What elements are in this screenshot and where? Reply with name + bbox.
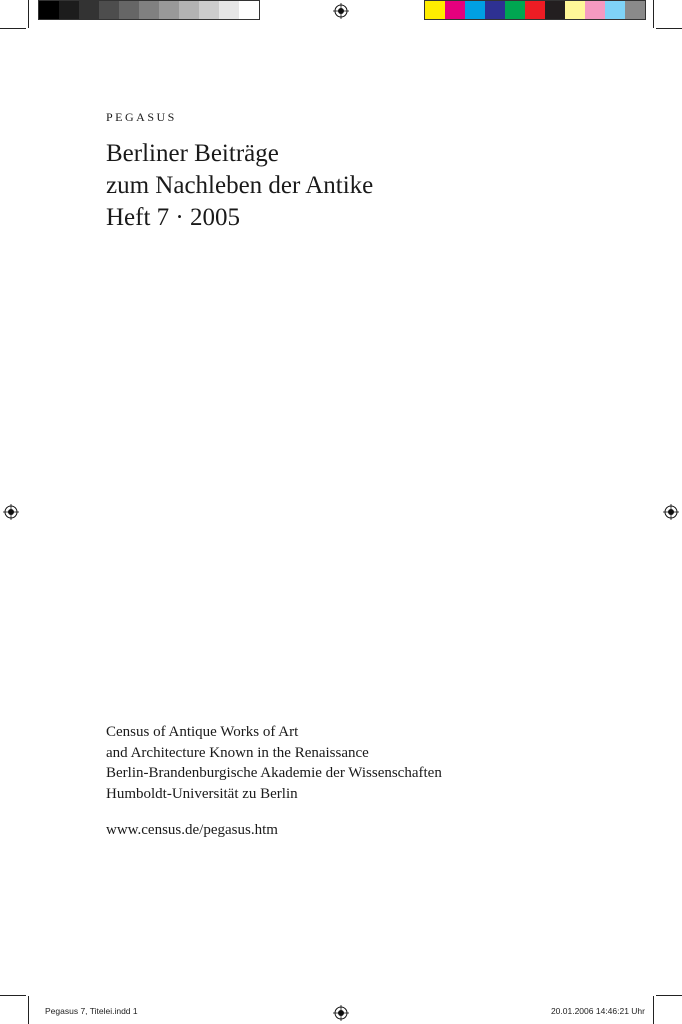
gray-swatch (59, 1, 79, 19)
title-line: zum Nachleben der Antike (106, 172, 374, 199)
gray-swatch (119, 1, 139, 19)
registration-mark-left-icon (3, 504, 19, 520)
info-line: Berlin-Brandenburgische Akademie der Wissenschaften (106, 765, 442, 781)
crop-mark-top-right-v (653, 0, 654, 28)
info-line: Census of Antique Works of Art (106, 724, 299, 740)
info-line: Humboldt-Universität zu Berlin (106, 785, 298, 802)
crop-mark-top-left-h (0, 28, 26, 29)
info-line: and Architecture Known in the Renaissance (106, 744, 369, 761)
gray-swatch (139, 1, 159, 19)
color-swatch (625, 1, 645, 19)
crop-mark-bottom-right-v (653, 996, 654, 1024)
gray-swatch (99, 1, 119, 19)
color-swatch (525, 1, 545, 19)
title-line: Berliner Beiträge (106, 140, 279, 167)
slug-timestamp: 20.01.2006 14:46:21 Uhr (550, 1006, 645, 1016)
color-swatch (485, 1, 505, 19)
title-line: Heft 7 · 2005 (106, 204, 240, 231)
color-swatch (565, 1, 585, 19)
gray-swatch (219, 1, 239, 19)
color-swatch (445, 1, 465, 19)
registration-mark-top-icon (333, 3, 349, 19)
color-swatch (605, 1, 625, 19)
registration-mark-bottom-icon (333, 1005, 349, 1021)
gray-swatch (199, 1, 219, 19)
color-swatch (465, 1, 485, 19)
slug-file-name: Pegasus 7, Titelei.indd 1 (45, 1006, 138, 1016)
page-title (106, 138, 373, 234)
gray-swatch (179, 1, 199, 19)
gray-swatch (79, 1, 99, 19)
process-color-bar (424, 0, 646, 20)
gray-swatch (39, 1, 59, 19)
gray-swatch (239, 1, 259, 19)
grayscale-color-bar (38, 0, 260, 20)
crop-mark-bottom-left-h (0, 995, 26, 996)
series-name: pegasus (106, 106, 177, 125)
registration-mark-right-icon (663, 504, 679, 520)
crop-mark-bottom-left-v (28, 996, 29, 1024)
color-swatch (545, 1, 565, 19)
crop-mark-top-left-v (28, 0, 29, 28)
color-swatch (585, 1, 605, 19)
crop-mark-bottom-right-h (656, 995, 682, 996)
color-swatch (505, 1, 525, 19)
color-swatch (425, 1, 445, 19)
crop-mark-top-right-h (656, 28, 682, 29)
website-url: www.census.de/pegasus.htm (106, 822, 278, 838)
gray-swatch (159, 1, 179, 19)
institution-block (106, 722, 442, 804)
